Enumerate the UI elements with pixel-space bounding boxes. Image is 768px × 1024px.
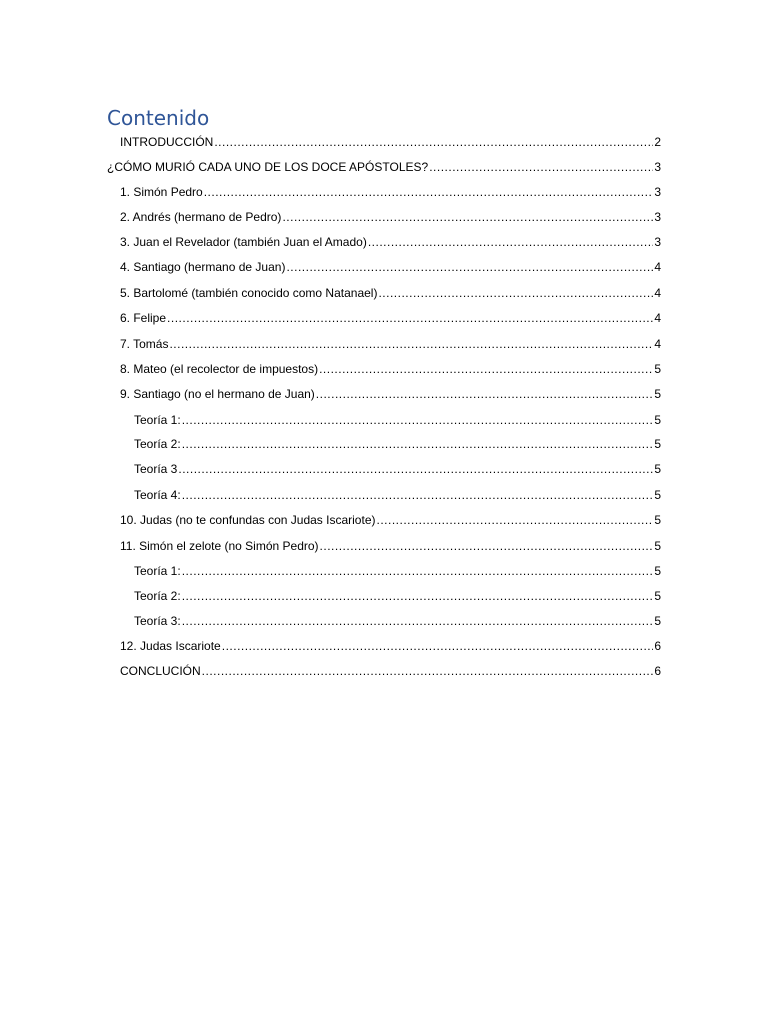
toc-leader-dots xyxy=(377,509,654,531)
toc-leader-dots xyxy=(167,307,653,329)
toc-entry[interactable] xyxy=(120,358,661,380)
toc-entry-label: 1. Simón Pedro xyxy=(120,185,203,199)
toc-entry-label: Teoría 1: xyxy=(134,564,181,578)
toc-leader-dots xyxy=(204,181,654,203)
toc-leader-dots xyxy=(319,358,653,380)
toc-entry-label: 3. Juan el Revelador (también Juan el Amado) xyxy=(120,235,367,249)
toc-entry-label: Teoría 3: xyxy=(134,614,181,628)
toc-entry[interactable] xyxy=(120,206,661,228)
toc-entry[interactable] xyxy=(120,635,661,657)
toc-entry[interactable] xyxy=(134,458,661,480)
toc-leader-dots xyxy=(214,131,653,153)
toc-page-number: 4 xyxy=(654,311,661,325)
toc-page-number: 3 xyxy=(654,185,661,199)
toc-entry-label: Teoría 4: xyxy=(134,488,181,502)
toc-entry-label: 5. Bartolomé (también conocido como Natanael) xyxy=(120,286,378,300)
toc-page-number: 4 xyxy=(654,286,661,300)
toc-entry-label: Teoría 2: xyxy=(134,589,181,603)
toc-page-number: 6 xyxy=(654,664,661,678)
toc-page-number: 5 xyxy=(654,387,661,401)
toc-page-number: 5 xyxy=(654,614,661,628)
toc-entry-label: Teoría 2: xyxy=(134,437,181,451)
toc-entry-label: 11. Simón el zelote (no Simón Pedro) xyxy=(120,539,319,553)
toc-leader-dots xyxy=(222,635,654,657)
toc-leader-dots xyxy=(178,458,653,480)
toc-entry-label: 12. Judas Iscariote xyxy=(120,639,221,653)
toc-leader-dots xyxy=(429,156,653,178)
toc-entry[interactable] xyxy=(120,282,661,304)
toc-page-number: 2 xyxy=(654,135,661,149)
toc-entry[interactable] xyxy=(107,156,661,178)
toc-entry-label: 10. Judas (no te confundas con Judas Iscariote) xyxy=(120,513,376,527)
toc-entry[interactable] xyxy=(134,433,661,455)
toc-entry[interactable] xyxy=(120,509,661,531)
toc-page-number: 5 xyxy=(654,488,661,502)
toc-entry[interactable] xyxy=(120,131,661,153)
toc-entry[interactable] xyxy=(134,610,661,632)
toc-leader-dots xyxy=(368,231,654,253)
toc-entry[interactable] xyxy=(134,484,661,506)
toc-leader-dots xyxy=(202,660,654,682)
toc-page-number: 3 xyxy=(654,235,661,249)
toc-entry-label: 9. Santiago (no el hermano de Juan) xyxy=(120,387,315,401)
toc-leader-dots xyxy=(378,282,653,304)
toc-leader-dots xyxy=(182,560,654,582)
toc-leader-dots xyxy=(286,256,653,278)
toc-entry[interactable] xyxy=(120,307,661,329)
toc-page-number: 3 xyxy=(654,160,661,174)
toc-page-number: 6 xyxy=(654,639,661,653)
toc-leader-dots xyxy=(320,535,654,557)
toc-leader-dots xyxy=(282,206,653,228)
toc-entry-label: 6. Felipe xyxy=(120,311,167,325)
toc-page-number: 4 xyxy=(654,260,661,274)
toc-page-number: 3 xyxy=(654,210,661,224)
toc-page-number: 5 xyxy=(654,589,661,603)
toc-page-number: 5 xyxy=(654,539,661,553)
toc-entry[interactable] xyxy=(120,256,661,278)
toc-leader-dots xyxy=(316,383,654,405)
toc-page-number: 5 xyxy=(654,362,661,376)
toc-entry-label: CONCLUCIÓN xyxy=(120,664,201,678)
toc-page-number: 5 xyxy=(654,413,661,427)
toc-entry[interactable] xyxy=(120,383,661,405)
toc-entry-label: Teoría 3 xyxy=(134,462,178,476)
toc-leader-dots xyxy=(182,433,654,455)
toc-entry-label: 8. Mateo (el recolector de impuestos) xyxy=(120,362,319,376)
toc-page-number: 5 xyxy=(654,513,661,527)
toc-heading: Contenido xyxy=(107,106,210,130)
toc-page-number: 5 xyxy=(654,462,661,476)
toc-entry[interactable] xyxy=(134,585,661,607)
toc-leader-dots xyxy=(182,409,654,431)
toc-leader-dots xyxy=(169,333,653,355)
toc-leader-dots xyxy=(182,610,654,632)
toc-leader-dots xyxy=(182,484,654,506)
toc-entry[interactable] xyxy=(120,181,661,203)
toc-entry[interactable] xyxy=(120,535,661,557)
toc-entry[interactable] xyxy=(134,409,661,431)
toc-entry-label: ¿CÓMO MURIÓ CADA UNO DE LOS DOCE APÓSTOLES? xyxy=(107,160,429,174)
toc-entry[interactable] xyxy=(120,660,661,682)
toc-page-number: 5 xyxy=(654,564,661,578)
toc-entry-label: 4. Santiago (hermano de Juan) xyxy=(120,260,286,274)
toc-entry[interactable] xyxy=(134,560,661,582)
toc-page-number: 4 xyxy=(654,337,661,351)
toc-entry-label: 7. Tomás xyxy=(120,337,169,351)
toc-page-number: 5 xyxy=(654,437,661,451)
toc-leader-dots xyxy=(182,585,654,607)
toc-entry[interactable] xyxy=(120,231,661,253)
toc-entry-label: 2. Andrés (hermano de Pedro) xyxy=(120,210,282,224)
toc-entry[interactable] xyxy=(120,333,661,355)
toc-entry-label: Teoría 1: xyxy=(134,413,181,427)
toc-entry-label: INTRODUCCIÓN xyxy=(120,135,214,149)
